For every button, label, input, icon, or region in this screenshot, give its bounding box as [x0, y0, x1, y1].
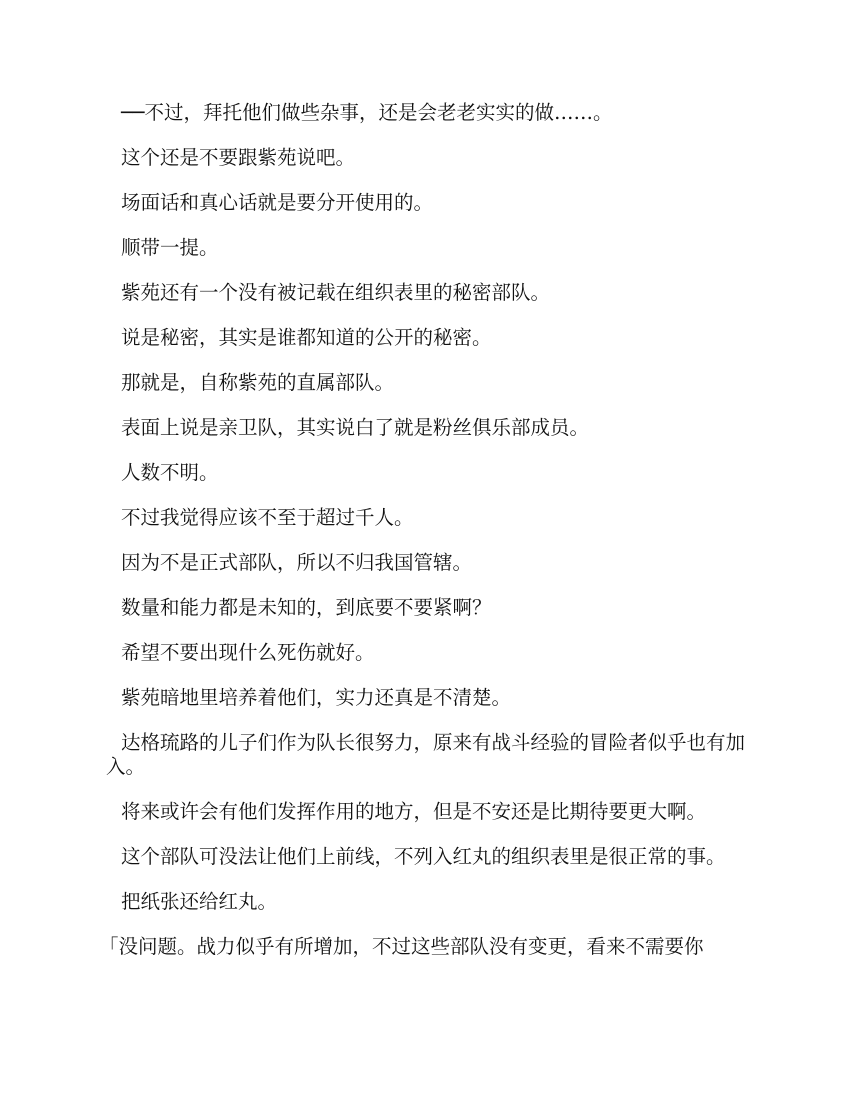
- paragraph: 达格琉路的儿子们作为队长很努力，原来有战斗经验的冒险者似乎也有加入。: [106, 731, 746, 778]
- paragraph: 这个部队可没法让他们上前线，不列入红丸的组织表里是很正常的事。: [121, 845, 726, 868]
- paragraph: 因为不是正式部队，所以不归我国管辖。: [121, 551, 473, 574]
- paragraph: 人数不明。: [121, 461, 219, 484]
- paragraph: 说是秘密，其实是谁都知道的公开的秘密。: [121, 326, 492, 349]
- paragraph: 数量和能力都是未知的，到底要不要紧啊？: [121, 596, 492, 619]
- paragraph: 将来或许会有他们发挥作用的地方，但是不安还是比期待要更大啊。: [121, 800, 707, 823]
- paragraph: 紫苑暗地里培养着他们，实力还真是不清楚。: [121, 686, 512, 709]
- paragraph: 场面话和真心话就是要分开使用的。: [121, 191, 434, 214]
- paragraph: ──不过，拜托他们做些杂事，还是会老老实实的做……。: [121, 101, 613, 124]
- paragraph: 紫苑还有一个没有被记载在组织表里的秘密部队。: [121, 281, 551, 304]
- paragraph: 希望不要出现什么死伤就好。: [121, 641, 375, 664]
- paragraph: 那就是，自称紫苑的直属部队。: [121, 371, 395, 394]
- paragraph: 不过我觉得应该不至于超过千人。: [121, 506, 414, 529]
- paragraph-dialogue: 「没问题。战力似乎有所增加，不过这些部队没有变更，看来不需要你: [99, 935, 704, 958]
- paragraph: 顺带一提。: [121, 236, 219, 259]
- paragraph: 把纸张还给红丸。: [121, 890, 278, 913]
- paragraph: 这个还是不要跟紫苑说吧。: [121, 146, 356, 169]
- text-body: [99, 101, 750, 980]
- paragraph: 表面上说是亲卫队，其实说白了就是粉丝俱乐部成员。: [121, 416, 590, 439]
